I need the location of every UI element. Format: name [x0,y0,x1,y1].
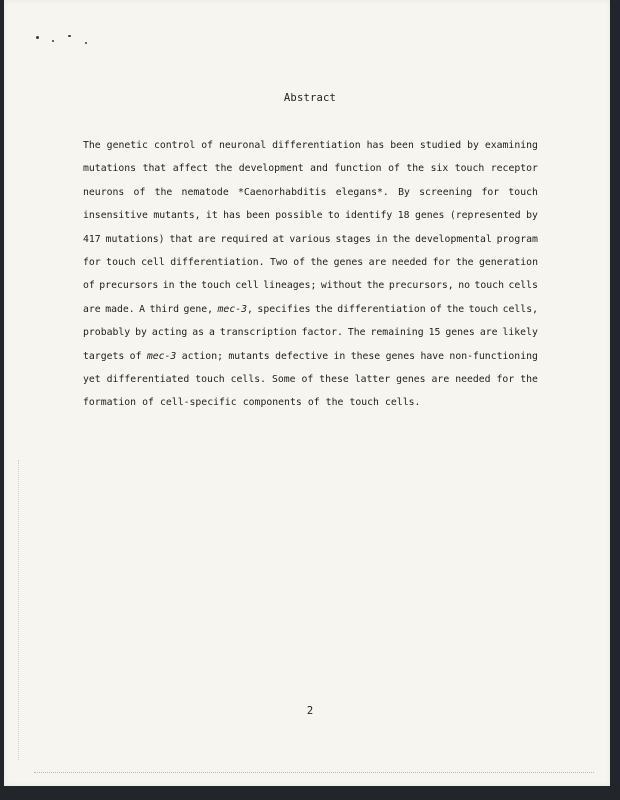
word: of [129,350,142,362]
word: the [392,233,411,245]
word: for [432,256,451,268]
text-line [83,274,538,297]
word: the [310,256,329,268]
word: been [246,210,270,222]
word: mec-3, [217,303,253,315]
word: program [496,233,538,245]
word: for [83,256,101,268]
word: at [272,233,285,245]
word: the [366,280,385,292]
word: touch [349,397,379,409]
word: examining [484,140,538,151]
word: touch [508,186,538,198]
word: genetic [106,140,148,151]
word: 18 [397,210,410,222]
word: *Caenorhabditis [237,186,327,198]
word: latter [354,373,391,385]
word: formation [83,397,137,409]
word: touch [468,303,499,315]
word: targets [83,350,125,362]
word: of [301,373,314,385]
word: needed [455,373,491,385]
word: in [375,233,388,245]
word: the [455,256,474,268]
text-line [83,228,538,251]
word: genes [396,373,426,385]
word: the [154,186,173,198]
speck [68,35,71,37]
word: have [420,350,445,362]
word: has [366,140,385,151]
word: cells. [385,397,421,409]
word: specifies [257,303,311,315]
word: made. [105,303,135,315]
word: insensitive [83,210,148,222]
word: nematode [181,186,229,198]
word: elegans*. [335,186,389,198]
word: and [310,163,328,175]
word: for [496,373,515,385]
word: remaining [370,327,424,339]
word: screening [419,186,473,198]
word: identify [345,210,393,222]
text-line [83,321,538,344]
word: differentiated [106,373,190,385]
word: studied [419,140,462,151]
text-line [83,251,538,274]
word: are [368,256,387,268]
word: cells, [502,303,538,315]
word: of [307,397,320,409]
word: of [293,256,306,268]
word: factor. [301,327,343,339]
word: by [526,210,538,222]
word: mec-3 [146,350,177,362]
word: genes [414,210,445,222]
word: (represented [449,210,521,222]
word: The [347,327,366,339]
word: the [214,163,233,175]
text-line [83,157,538,180]
word: are [197,233,216,245]
word: for [481,186,500,198]
word: differentiation [337,303,426,315]
word: components [242,397,302,409]
word: cells. [230,373,267,385]
word: touch [201,280,231,292]
word: receptor [490,163,538,175]
word: transcription [219,327,297,339]
speck [85,42,87,44]
word: are [479,327,498,339]
word: are [83,303,101,315]
word: precursors, [388,280,454,292]
word: neurons [83,186,125,198]
word: non-functioning [449,350,538,362]
word: has [223,210,241,222]
word: of [201,140,213,151]
word: action; [181,350,224,362]
word: cell [235,280,259,292]
word: a [209,327,215,339]
word: the [446,303,465,315]
word: 417 [83,233,101,245]
word: to [327,210,340,222]
word: function [334,163,382,175]
word: are [431,373,450,385]
text-line [83,368,538,391]
abstract-paragraph [83,134,538,415]
word: developmental [415,233,492,245]
word: the [325,397,344,409]
word: these [350,350,381,362]
word: of [142,397,154,409]
scan-edge-mark [34,772,594,775]
text-line [83,181,538,204]
word: it [205,210,218,222]
word: of [83,280,95,292]
word: neuronal [218,140,267,151]
word: needed [391,256,428,268]
word: acting [151,327,188,339]
word: of [430,303,442,315]
word: genes [333,256,364,268]
word: Some [271,373,296,385]
word: probably [83,327,131,339]
word: the [315,303,333,315]
word: these [319,373,349,385]
word: cell-specific [160,397,237,409]
word: required [220,233,268,245]
word: the [179,280,197,292]
word: touch [454,163,485,175]
word: the [520,373,538,385]
speck [36,36,39,39]
word: precursors [99,280,159,292]
word: stages [335,233,371,245]
word: without [320,280,363,292]
abstract-heading: Abstract [283,92,337,104]
word: gene, [183,303,214,315]
text-line [83,298,538,321]
word: possible [275,210,323,222]
word: cell [141,256,165,268]
word: likely [502,327,538,339]
word: by [467,140,479,151]
scan-specks [34,34,94,48]
word: been [390,140,414,151]
word: that [169,233,194,245]
word: mutants [228,350,270,362]
word: yet [83,373,101,385]
word: third [149,303,180,315]
word: of [388,163,400,175]
word: six [430,163,449,175]
word: that [142,163,167,175]
text-line [83,204,538,227]
word: touch [106,256,136,268]
word: The [83,140,101,151]
page-number: 2 [306,705,314,717]
word: genes [385,350,416,362]
word: differentiation [272,140,361,151]
word: control [153,140,196,151]
word: mutations) [105,233,165,245]
word: mutants, [153,210,201,222]
word: by [135,327,147,339]
word: genes [445,327,475,339]
text-line [83,134,538,157]
word: various [289,233,331,245]
word: generation [479,256,538,268]
text-line [83,345,538,368]
word: affect [172,163,209,175]
word: in [162,280,175,292]
word: Two [270,256,288,268]
word: of [133,186,146,198]
word: as [192,327,205,339]
word: touch [474,280,504,292]
word: in [333,350,346,362]
word: no [458,280,470,292]
word: the [406,163,425,175]
word: lineages; [263,280,317,292]
speck [52,40,54,42]
word: cells [508,280,538,292]
text-line [83,391,538,414]
word: A [139,303,146,315]
word: defective [275,350,329,362]
word: mutations [83,163,137,175]
word: differentiation. [170,256,265,268]
word: development [238,163,304,175]
word: 15 [428,327,441,339]
word: touch [195,373,225,385]
word: By [398,186,410,198]
